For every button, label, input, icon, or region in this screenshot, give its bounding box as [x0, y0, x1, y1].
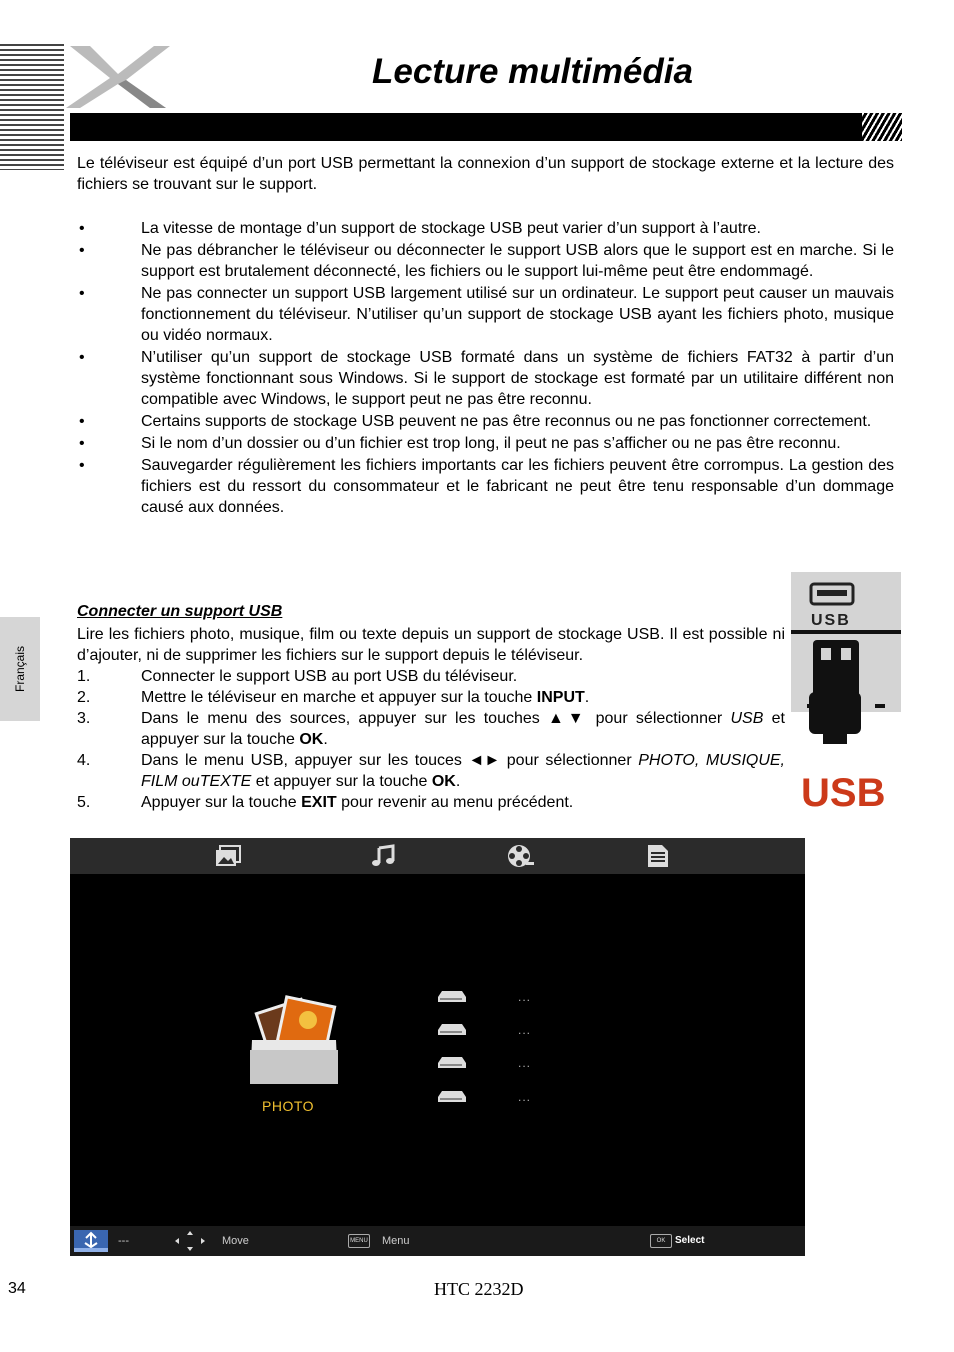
step-number: 1.	[77, 668, 91, 685]
model-name: HTC 2232D	[434, 1279, 524, 1299]
photo-icon[interactable]	[214, 844, 242, 868]
bullet-list	[77, 218, 894, 519]
step-item: 3. Dans le menu des sources, appuyer sur les touches ▲▼ pour sélectionner USB et appuyer sur la touche OK.	[77, 710, 785, 748]
step-item: 1. Connecter le support USB au port USB du téléviseur.	[77, 668, 518, 685]
page-title: Lecture multimédia	[372, 52, 693, 91]
usb-big-label: USB	[801, 771, 886, 812]
step-number: 3.	[77, 710, 91, 727]
menu-key-icon: MENU	[348, 1234, 370, 1248]
step-list	[77, 666, 785, 813]
menu-hint: Menu	[382, 1235, 410, 1247]
music-icon[interactable]	[369, 844, 397, 868]
step-number: 5.	[77, 794, 91, 811]
bullet-item: • Sauvegarder régulièrement les fichiers importants car les fichiers peuvent être corrompus. La gestion des fichiers est du ressort du consommateur et le fabricant ne peut être tenu responsable d’un dommage causé aux données.	[77, 455, 894, 518]
drive-icon[interactable]	[438, 989, 466, 1003]
drive-placeholder: ...	[518, 1023, 532, 1037]
tv-help-bar	[70, 1226, 805, 1256]
drive-placeholder: ...	[518, 1090, 532, 1104]
header-stripes	[0, 44, 64, 170]
header-bar	[70, 113, 902, 141]
step-number: 2.	[77, 689, 91, 706]
photo-folder-icon[interactable]	[246, 994, 342, 1088]
bullet-item: • Ne pas connecter un support USB largement utilisé sur un ordinateur. Le support peut causer un mauvais fonctionnement du téléviseur. N’utiliser qu’un support de stockage USB ayant les fichiers photo, musique ou vidéo normaux.	[77, 283, 894, 346]
intro-paragraph: Le téléviseur est équipé d’un port USB permettant la connexion d’un support de stockage externe et la lecture des fichiers se trouvant sur le support.	[77, 155, 894, 193]
step-item: 4. Dans le menu USB, appuyer sur les touces ◄► pour sélectionner PHOTO, MUSIQUE, FILM ouTEXTE et appuyer sur la touche OK.	[77, 752, 786, 790]
drive-icon[interactable]	[438, 1089, 466, 1103]
move-hint: Move	[222, 1235, 249, 1247]
ok-key-icon: OK	[650, 1234, 672, 1248]
step-number: 4.	[77, 752, 91, 769]
movie-icon[interactable]	[506, 844, 534, 868]
language-tab-label: Français	[13, 645, 27, 693]
brand-logo	[66, 44, 176, 110]
usb-port-illustration	[791, 572, 901, 812]
drive-placeholder: ...	[518, 990, 532, 1004]
bullet-item: • La vitesse de montage d’un support de stockage USB peut varier d’un support à l’autre.	[77, 218, 894, 239]
usb-port-label: USB	[811, 612, 851, 629]
select-hint: Select	[675, 1235, 705, 1246]
drive-icon[interactable]	[438, 1022, 466, 1036]
drive-icon[interactable]	[438, 1055, 466, 1069]
usb-device-icon	[74, 1230, 108, 1252]
media-type-bar	[70, 838, 805, 874]
bullet-item: • Ne pas débrancher le téléviseur ou déconnecter le support USB alors que le support est en marche. Si le support est brutalement déconnecté, les fichiers ou le support lui-même peut être endommagé.	[77, 240, 894, 282]
selected-media-label: PHOTO	[262, 1098, 315, 1114]
section-intro: Lire les fichiers photo, musique, film ou texte depuis un support de stockage USB. Il est possible ni d’ajouter, ni de supprimer les fichiers sur le support depuis le téléviseur.	[77, 626, 785, 664]
drive-placeholder: ...	[518, 1056, 532, 1070]
usb-device-name: ---	[118, 1235, 129, 1247]
bullet-item: • Si le nom d’un dossier ou d’un fichier est trop long, il peut ne pas s’afficher ou ne pas être reconnu.	[77, 433, 894, 454]
bullet-item: • Certains supports de stockage USB peuvent ne pas être reconnus ou ne pas fonctionner correctement.	[77, 411, 894, 432]
bullet-item: • N’utiliser qu’un support de stockage USB formaté dans un système de fichiers FAT32 à partir d’un système fonctionnant sous Windows. Si le support de stockage est formaté par un utilitaire différent non compatible avec Windows, le support peut ne pas être reconnu.	[77, 347, 894, 410]
tv-usb-menu-screenshot	[70, 838, 805, 1256]
step-item: 5. Appuyer sur la touche EXIT pour revenir au menu précédent.	[77, 794, 574, 811]
arrows-icon	[174, 1230, 206, 1252]
language-tab	[0, 617, 40, 721]
step-item: 2. Mettre le téléviseur en marche et appuyer sur la touche INPUT.	[77, 689, 590, 706]
page-number: 34	[8, 1280, 26, 1297]
section-heading: Connecter un support USB	[77, 603, 283, 620]
text-icon[interactable]	[644, 844, 672, 868]
header-bar-hatch	[862, 113, 902, 141]
